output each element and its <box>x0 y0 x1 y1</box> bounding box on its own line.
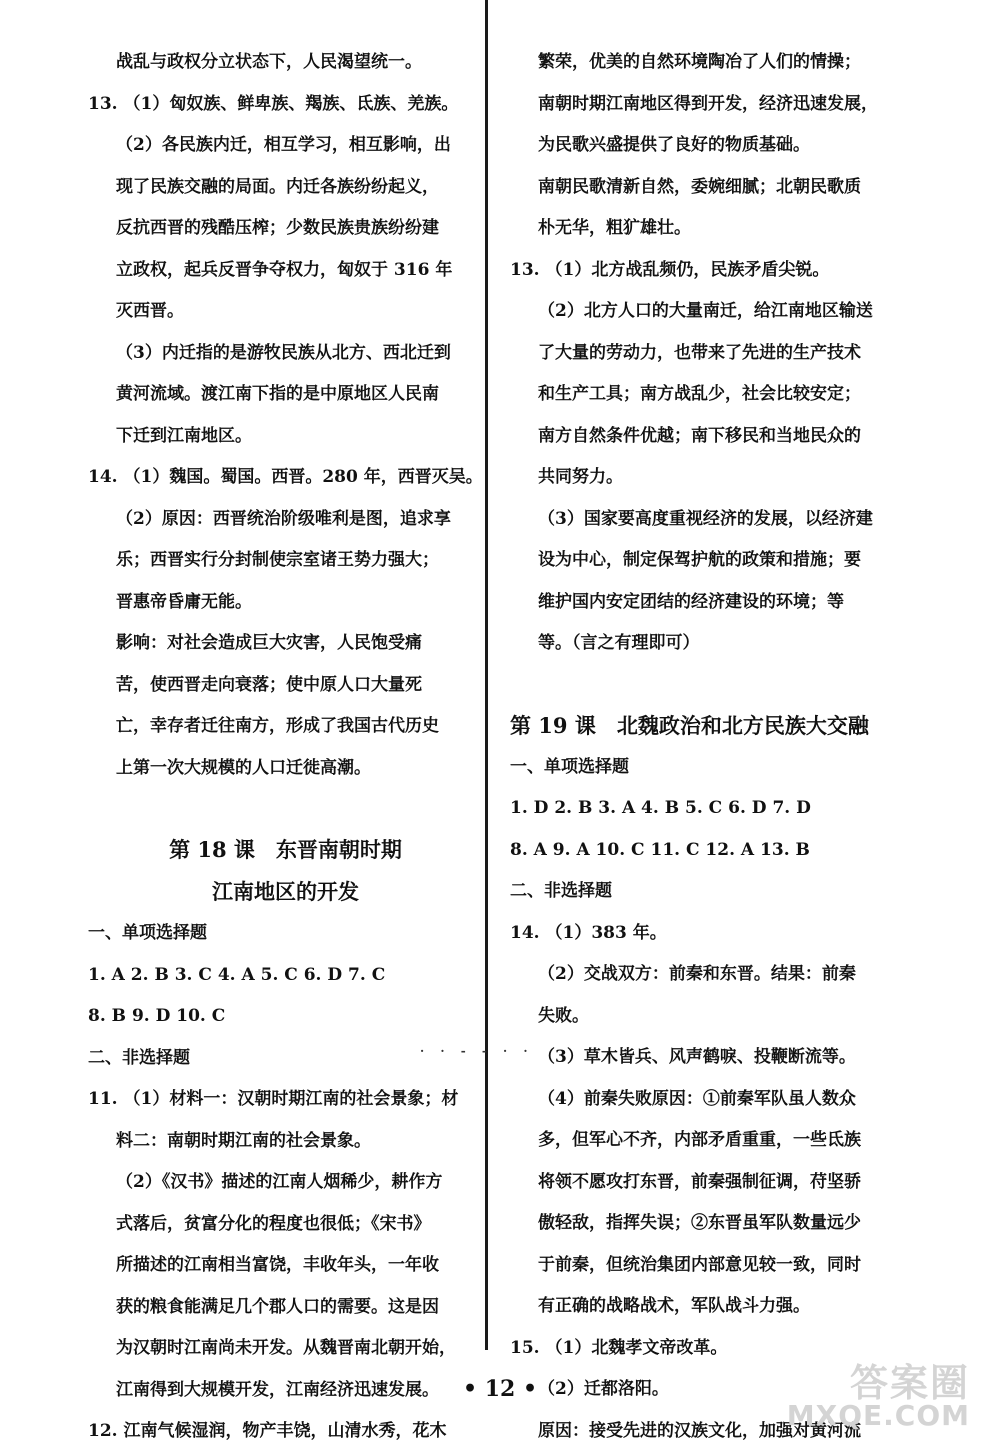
answer-line: 南方自然条件优越；南下移民和当地民众的 <box>538 425 861 446</box>
answer-line: （2）各民族内迁，相互学习，相互影响，出 <box>116 135 451 155</box>
answers-row: 1. A 2. B 3. C 4. A 5. C 6. D 7. C <box>88 964 386 985</box>
answer-line: 14. （1）383 年。 <box>510 922 667 943</box>
answer-line: 13. （1）匈奴族、鲜卑族、羯族、氐族、羌族。 <box>88 93 459 114</box>
left-answer-lines <box>88 42 483 789</box>
answer-line: 了大量的劳动力，也带来了先进的生产技术 <box>538 342 861 363</box>
answer-line: 多，但军心不齐，内部矛盾重重，一些氐族 <box>538 1130 861 1150</box>
answer-line: 战乱与政权分立状态下，人民渴望统一。 <box>116 52 422 72</box>
spacer <box>88 789 483 829</box>
watermark-site: MXQE.COM <box>786 1399 970 1432</box>
answer-line: 设为中心，制定保驾护航的政策和措施；要 <box>538 550 861 570</box>
answer-line: 反抗西晋的残酷压榨；少数民族贵族纷纷建 <box>116 218 439 238</box>
answer-line: 为汉朝时江南尚未开发。从魏晋南北朝开始， <box>116 1338 456 1358</box>
right-column <box>510 42 890 1452</box>
watermark <box>786 1361 970 1432</box>
answer-line: 亡，幸存者迁往南方，形成了我国古代历史 <box>116 716 439 736</box>
answer-line: 立政权，起兵反晋争夺权力，匈奴于 316 年 <box>116 259 453 280</box>
answer-line: 将领不愿攻打东晋，前秦强制征调，苻坚骄 <box>538 1171 861 1192</box>
answer-line: 繁荣，优美的自然环境陶冶了人们的情操； <box>538 52 861 72</box>
answer-line: 南朝时期江南地区得到开发，经济迅速发展， <box>538 93 878 114</box>
answer-line: 失败。 <box>538 1005 589 1026</box>
answer-line: 晋惠帝昏庸无能。 <box>116 591 252 612</box>
section-single-choice: 一、单项选择题 <box>510 756 629 777</box>
answer-line: （2）迁都洛阳。 <box>538 1379 669 1399</box>
watermark-logo: 答案圈 <box>849 1361 970 1405</box>
answer-line: 为民歌兴盛提供了良好的物质基础。 <box>538 135 810 155</box>
answers-row: 8. A 9. A 10. C 11. C 12. A 13. B <box>510 839 810 860</box>
answer-line: 所描述的江南相当富饶，丰收年头，一年收 <box>116 1255 439 1275</box>
answer-line: 原因：接受先进的汉族文化，加强对黄河流 <box>538 1420 861 1441</box>
answer-line: 影响：对社会造成巨大灾害，人民饱受痛 <box>116 633 422 653</box>
section-non-choice: 二、非选择题 <box>510 881 612 901</box>
answer-line: 于前秦，但统治集团内部意见较一致，同时 <box>538 1254 861 1275</box>
answer-line: （2）北方人口的大量南迁，给江南地区输送 <box>538 301 873 321</box>
answer-line: 黄河流域。渡江南下指的是中原地区人民南 <box>116 384 439 404</box>
answer-line: 傲轻敌，指挥失误；②东晋虽军队数量远少 <box>538 1213 861 1233</box>
scan-specks: · · - - · · <box>420 1044 534 1058</box>
answer-line: 式落后，贫富分化的程度也很低；《宋书》 <box>116 1213 431 1234</box>
answer-line: 朴无华，粗犷雄壮。 <box>538 218 691 238</box>
answer-line: 灭西晋。 <box>116 301 184 321</box>
answer-line: 12. 江南气候湿润，物产丰饶，山清水秀，花木 <box>88 1421 447 1441</box>
lesson-19-title: 第 19 课 北魏政治和北方民族大交融 <box>510 712 869 738</box>
answer-line: 南朝民歌清新自然，委婉细腻；北朝民歌质 <box>538 176 861 197</box>
answer-line: 上第一次大规模的人口迁徙高潮。 <box>116 757 371 778</box>
answer-line: （2）原因：西晋统治阶级唯利是图，追求享 <box>116 508 451 529</box>
answer-line: 江南得到大规模开发，江南经济迅速发展。 <box>116 1379 439 1400</box>
answer-line: 和生产工具；南方战乱少，社会比较安定； <box>538 384 861 404</box>
answer-line: 15. （1）北魏孝文帝改革。 <box>510 1337 728 1358</box>
answer-line: 获的粮食能满足几个郡人口的需要。这是因 <box>116 1296 439 1317</box>
section-non-choice: 二、非选择题 <box>88 1047 190 1068</box>
answer-line: （3）内迁指的是游牧民族从北方、西北迁到 <box>116 342 451 363</box>
spacer <box>510 665 890 705</box>
answer-line: 下迁到江南地区。 <box>116 425 252 446</box>
answer-line: 共同努力。 <box>538 467 623 487</box>
left-column <box>88 42 483 1453</box>
answers-row: 8. B 9. D 10. C <box>88 1006 226 1026</box>
lesson-18-title-line1: 第 18 课 东晋南朝时期 <box>169 837 402 862</box>
answer-line: 料二：南朝时期江南的社会景象。 <box>116 1130 371 1151</box>
lesson-18-title-line2: 江南地区的开发 <box>212 879 359 904</box>
answer-line: （3）国家要高度重视经济的发展，以经济建 <box>538 508 873 529</box>
page-number: • 12 • <box>462 1376 538 1402</box>
answer-line: （4）前秦失败原因：①前秦军队虽人数众 <box>538 1088 856 1109</box>
answer-line: 13. （1）北方战乱频仍，民族矛盾尖锐。 <box>510 259 830 280</box>
answer-line: 14. （1）魏国。蜀国。西晋。280 年，西晋灭吴。 <box>88 467 483 487</box>
answer-line: 11. （1）材料一：汉朝时期江南的社会景象；材 <box>88 1089 459 1109</box>
column-divider <box>485 0 488 1350</box>
section-single-choice: 一、单项选择题 <box>88 923 207 943</box>
answer-line: 苦，使西晋走向衰落；使中原人口大量死 <box>116 674 422 695</box>
answer-line: （2）《汉书》描述的江南人烟稀少，耕作方 <box>116 1172 443 1192</box>
answer-line: 乐；西晋实行分封制使宗室诸王势力强大； <box>116 550 439 570</box>
answer-line: 维护国内安定团结的经济建设的环境；等 <box>538 591 844 612</box>
answer-line: （2）交战双方：前秦和东晋。结果：前秦 <box>538 964 856 984</box>
answer-line: （3）草木皆兵、风声鹤唳、投鞭断流等。 <box>538 1047 856 1067</box>
answer-line: 现了民族交融的局面。内迁各族纷纷起义， <box>116 176 439 197</box>
answer-line: 有正确的战略战术，军队战斗力强。 <box>538 1296 810 1316</box>
right-answer-lines <box>510 42 890 665</box>
answer-line: 等。（言之有理即可） <box>538 633 700 653</box>
answers-row: 1. D 2. B 3. A 4. B 5. C 6. D 7. D <box>510 798 811 818</box>
